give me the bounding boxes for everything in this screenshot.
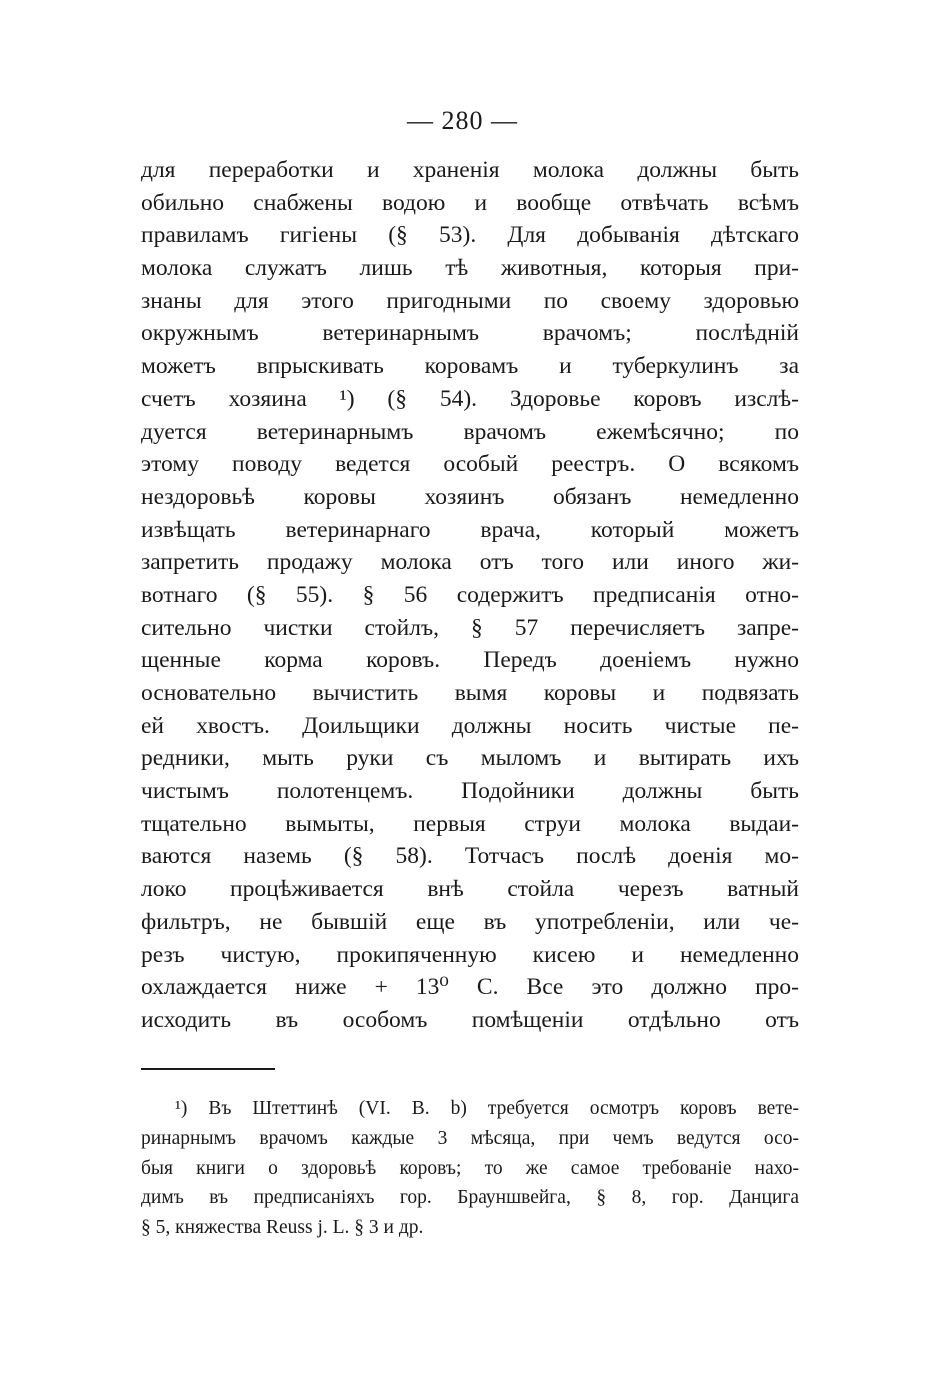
text-line: для переработки и храненія молока должны быть — [141, 157, 799, 183]
text-line: счетъ хозяина ¹) (§ 54). Здоровье коровъ изслѣ- — [141, 385, 799, 412]
text-line: дуется ветеринарнымъ врачомъ ежемѣсячно; по — [141, 418, 799, 445]
text-line: извѣщать ветеринарнаго врача, который можетъ — [141, 516, 799, 543]
text-line: резъ чистую, прокипяченную кисею и немедленно — [141, 941, 799, 968]
footnote — [141, 1094, 799, 1243]
footnote-divider — [141, 1068, 275, 1070]
text-line: знаны для этого пригодными по своему здоровью — [141, 287, 799, 314]
text-line: этому поводу ведется особый реестръ. О всякомъ — [141, 451, 799, 478]
text-line: молока служатъ лишь тѣ животныя, которыя при- — [141, 255, 799, 282]
text-line: щенные корма коровъ. Передъ доеніемъ нужно — [141, 647, 799, 674]
text-line: чистымъ полотенцемъ. Подойники должны быть — [141, 778, 799, 805]
text-line: фильтръ, не бывшій еще въ употребленіи, или че- — [141, 908, 799, 935]
text-line: запретить продажу молока отъ того или иного жи- — [141, 549, 799, 576]
text-line: охлаждается ниже + 13⁰ С. Все это должно про- — [141, 974, 799, 1001]
footnote-line: быя книги о здоровьѣ коровъ; то же самое требованіе нахо- — [141, 1157, 799, 1179]
text-line: ей хвостъ. Доильщики должны носить чистые пе- — [141, 712, 799, 739]
text-line: можетъ впрыскивать коровамъ и туберкулинъ за — [141, 353, 799, 380]
text-line: сительно чистки стойлъ, § 57 перечисляетъ запре- — [141, 614, 799, 641]
text-line: вотнаго (§ 55). § 56 содержитъ предписанія отно- — [141, 581, 799, 608]
text-line: окружнымъ ветеринарнымъ врачомъ; послѣдній — [141, 320, 799, 347]
page-number: — 280 — — [407, 106, 518, 135]
footnote-line: ¹) Въ Штеттинѣ (VI. B. b) требуется осмотръ коровъ вете- — [175, 1098, 799, 1119]
footnote-line: § 5, княжества Reuss j. L. § 3 и др. — [141, 1217, 424, 1239]
text-line: правиламъ гигіены (§ 53). Для добыванія дѣтскаго — [141, 222, 799, 249]
text-line: основательно вычистить вымя коровы и подвязать — [141, 680, 799, 706]
text-line: ваются наземь (§ 58). Тотчасъ послѣ доенія мо- — [141, 843, 799, 870]
main-text — [141, 154, 799, 1037]
text-line: обильно снабжены водою и вообще отвѣчать всѣмъ — [141, 189, 799, 216]
footnote-line: ринарнымъ врачомъ каждые 3 мѣсяца, при чемъ ведутся осо- — [141, 1127, 799, 1149]
text-line: исходить въ особомъ помѣщеніи отдѣльно отъ — [141, 1006, 799, 1033]
text-line: локо процѣживается внѣ стойла черезъ ватный — [141, 876, 799, 903]
text-line: редники, мыть руки съ мыломъ и вытирать ихъ — [141, 745, 799, 772]
text-line: тщательно вымыты, первыя струи молока выдаи- — [141, 810, 799, 837]
footnote-line: димъ въ предписаніяхъ гор. Брауншвейга, § 8, гор. Данцига — [141, 1187, 799, 1209]
text-line: нездоровьѣ коровы хозяинъ обязанъ немедленно — [141, 483, 799, 510]
